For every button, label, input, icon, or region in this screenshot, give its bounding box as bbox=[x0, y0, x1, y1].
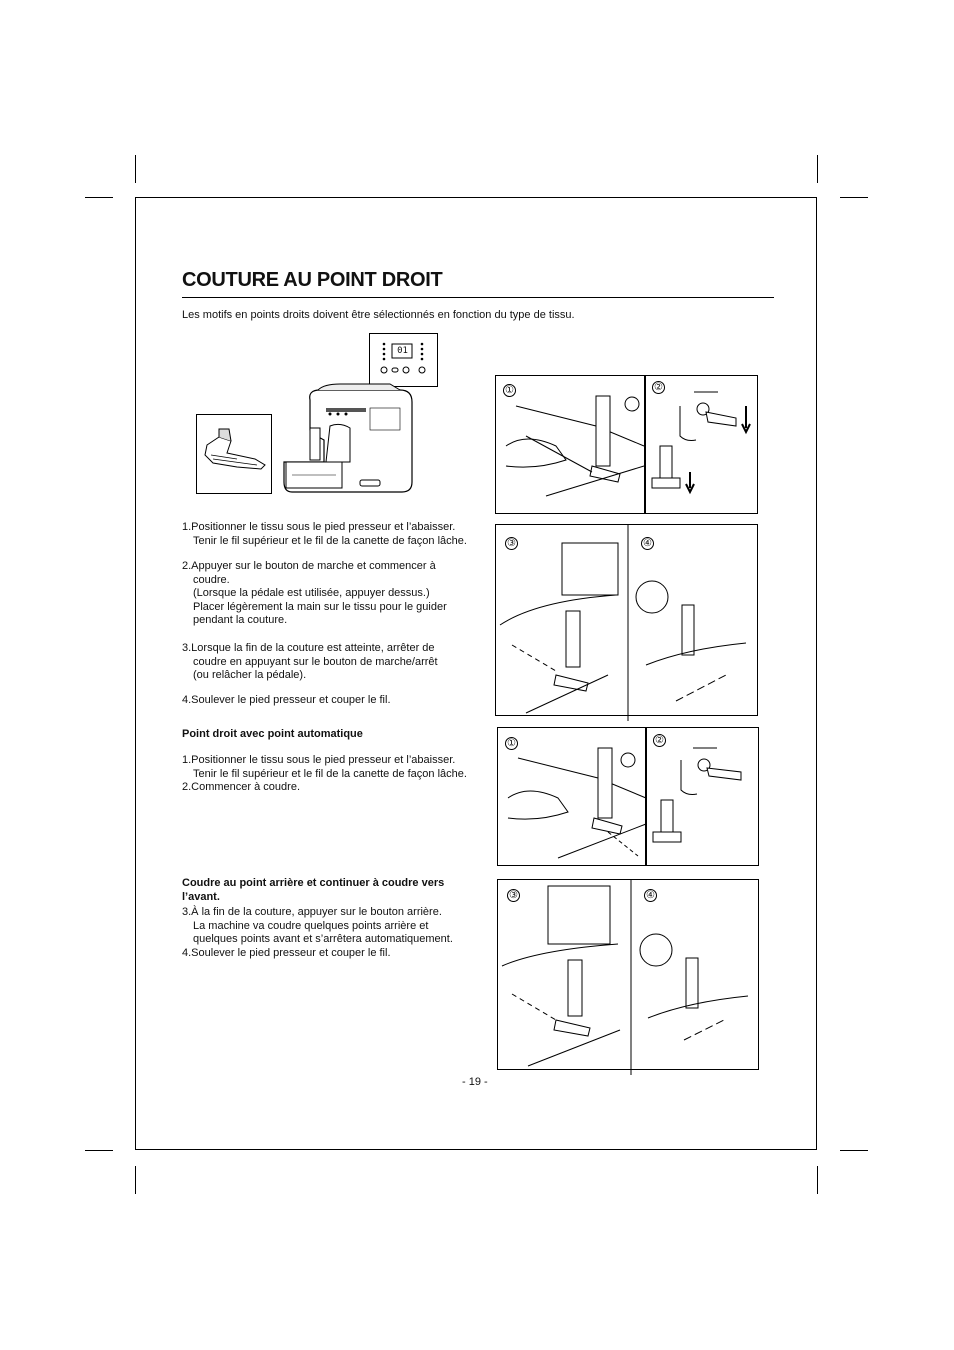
step-4-line-1: 4.Soulever le pied presseur et couper le fil. bbox=[182, 694, 391, 706]
step-1-line-2: Tenir le fil supérieur et le fil de la canette de façon lâche. bbox=[193, 534, 467, 547]
step-1-line-1: 1.Positionner le tissu sous le pied presseur et l’abaisser. bbox=[182, 521, 456, 533]
figure-2 bbox=[495, 524, 758, 716]
reverse-step-3-line-1: 3.À la fin de la couture, appuyer sur le bouton arrière. bbox=[182, 906, 442, 918]
thread-take-up-lever-icon bbox=[646, 376, 759, 515]
crop-mark bbox=[85, 197, 113, 198]
step-1 bbox=[182, 521, 502, 548]
title-rule bbox=[182, 297, 774, 298]
intro-text: Les motifs en points droits doivent être sélectionnés en fonction du type de tissu. bbox=[182, 309, 575, 321]
sewing-machine-icon bbox=[280, 380, 420, 498]
step-3-line-2: coudre en appuyant sur le bouton de marche/arrêt bbox=[193, 655, 438, 668]
step-2 bbox=[182, 560, 482, 628]
step-3 bbox=[182, 642, 482, 683]
step-2-line-3: (Lorsque la pédale est utilisée, appuyer dessus.) bbox=[193, 587, 430, 599]
cutting-thread-icon bbox=[498, 880, 760, 1071]
stitch-display: 01 bbox=[397, 346, 408, 356]
presser-foot-icon bbox=[197, 415, 273, 495]
reverse-step-4-line-1: 4.Soulever le pied presseur et couper le fil. bbox=[182, 946, 391, 959]
crop-mark bbox=[840, 197, 868, 198]
step-2-line-5: pendant la couture. bbox=[193, 614, 288, 626]
reverse-steps bbox=[182, 906, 492, 960]
figure-number: ① bbox=[505, 737, 518, 750]
auto-step-1-line-2: Tenir le fil supérieur et le fil de la canette de façon lâche. bbox=[193, 767, 467, 780]
step-2-line-1: 2.Appuyer sur le bouton de marche et commencer à bbox=[182, 560, 436, 572]
page-number: - 19 - bbox=[462, 1076, 488, 1088]
reverse-step-3-line-2: La machine va coudre quelques points arrière et bbox=[193, 919, 429, 932]
step-3-line-1: 3.Lorsque la fin de la couture est atteinte, arrêter de bbox=[182, 642, 435, 654]
crop-mark bbox=[840, 1150, 868, 1151]
fabric-hand-icon bbox=[496, 376, 646, 515]
figure-1a bbox=[495, 375, 645, 514]
crop-mark bbox=[817, 155, 818, 183]
figure-number: ③ bbox=[507, 889, 520, 902]
section-heading-auto: Point droit avec point automatique bbox=[182, 728, 363, 740]
crop-mark bbox=[85, 1150, 113, 1151]
heading-reverse-line-2: l’avant. bbox=[182, 890, 220, 903]
step-2-line-4: Placer légèrement la main sur le tissu pour le guider bbox=[193, 600, 447, 613]
section-heading-reverse bbox=[182, 877, 482, 904]
auto-step-2-line-1: 2.Commencer à coudre. bbox=[182, 781, 300, 793]
auto-step-1-line-1: 1.Positionner le tissu sous le pied presseur et l’abaisser. bbox=[182, 754, 456, 766]
button-press-icon bbox=[647, 728, 760, 867]
page-title: COUTURE AU POINT DROIT bbox=[182, 269, 443, 291]
figure-1b bbox=[645, 375, 758, 514]
sewing-forward-icon bbox=[496, 525, 759, 717]
crop-mark bbox=[817, 1166, 818, 1194]
figure-number: ② bbox=[652, 381, 665, 394]
figure-number: ③ bbox=[505, 537, 518, 550]
figure-number: ② bbox=[653, 734, 666, 747]
figure-number: ④ bbox=[644, 889, 657, 902]
heading-reverse-line-1: Coudre au point arrière et continuer à coudre vers bbox=[182, 877, 445, 889]
figure-3a bbox=[497, 727, 646, 866]
crop-mark bbox=[135, 155, 136, 183]
figure-3b bbox=[646, 727, 759, 866]
presser-foot-figure bbox=[196, 414, 272, 494]
figure-4 bbox=[497, 879, 759, 1070]
auto-step-1 bbox=[182, 754, 502, 795]
crop-mark bbox=[135, 1166, 136, 1194]
display-callout bbox=[369, 333, 438, 387]
reverse-step-3-line-3: quelques points avant et s’arrêtera automatiquement. bbox=[193, 933, 453, 945]
step-4 bbox=[182, 694, 482, 708]
figure-number: ① bbox=[503, 384, 516, 397]
fabric-hand-icon bbox=[498, 728, 647, 867]
step-3-line-3: (ou relâcher la pédale). bbox=[193, 669, 307, 681]
step-2-line-2: coudre. bbox=[193, 573, 230, 586]
figure-number: ④ bbox=[641, 537, 654, 550]
